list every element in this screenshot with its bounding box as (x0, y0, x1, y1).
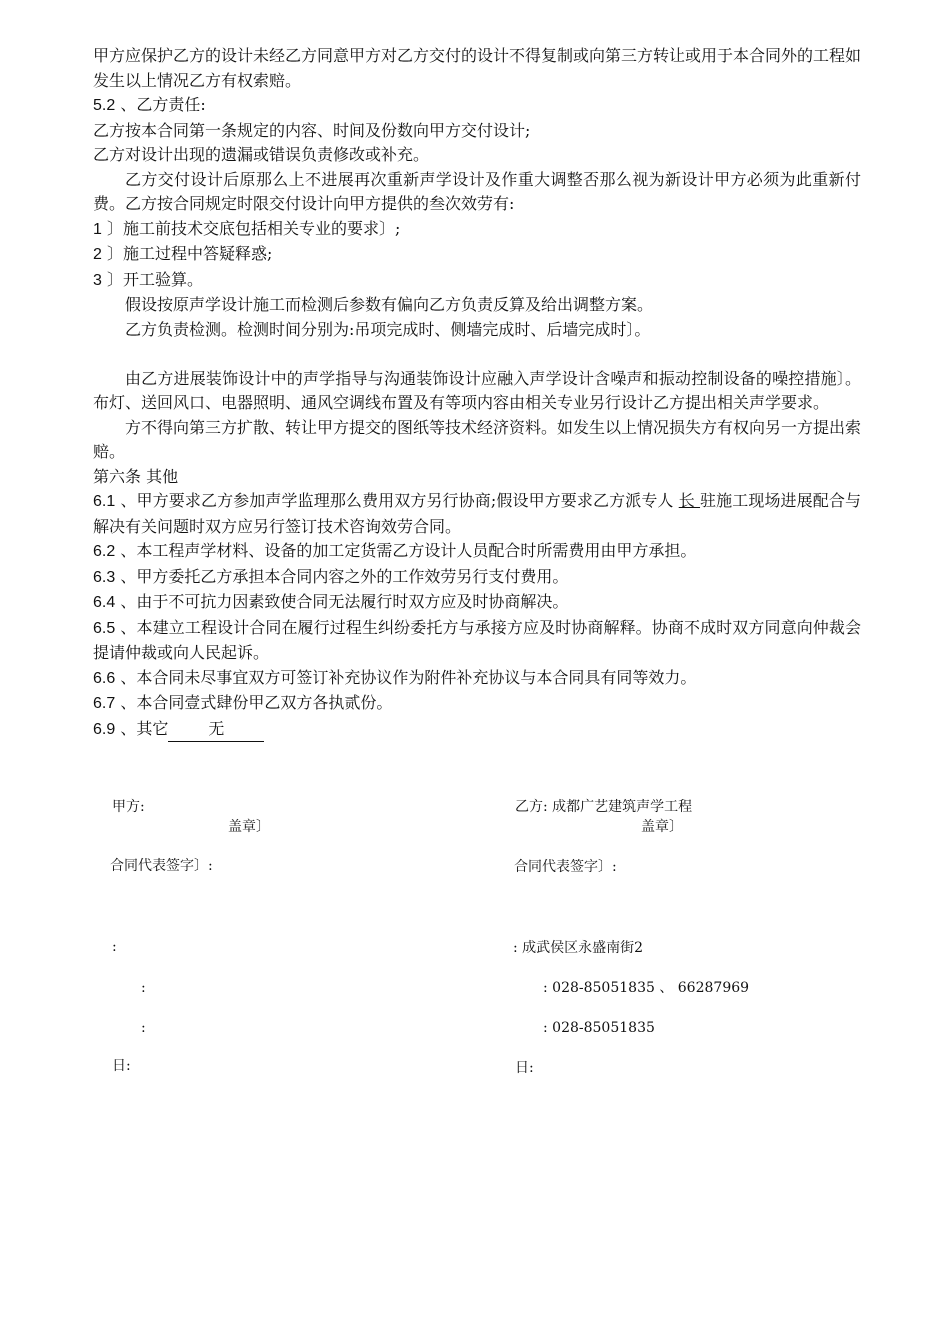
party-b-fax: : 028-85051835 (543, 1020, 655, 1036)
list-number: 3 (93, 271, 102, 289)
section-number: 6.9 (93, 720, 116, 738)
section-5-2 (93, 93, 861, 119)
spacer (93, 342, 861, 367)
list-text: 〕开工验算。 (101, 269, 203, 289)
section-text: 、甲方委托乙方承担本合同内容之外的工作效劳另行支付费用。 (115, 566, 569, 586)
paragraph-inspection: 乙方负责检测。检测时间分别为:吊项完成时、侧墙完成时、后墙完成时〕。 (125, 319, 651, 339)
section-number: 6.5 (93, 619, 116, 637)
section-number: 6.7 (93, 695, 116, 712)
party-a-fax: : (141, 1020, 146, 1036)
list-text: 〕施工前技术交底包括相关专业的要求〕; (101, 218, 401, 238)
section-6-5 (93, 616, 861, 666)
party-a-seal: 盖章〕 (228, 819, 270, 835)
section-text: 、其它 (115, 718, 169, 738)
section-text: 、本合同未尽事宜双方可签订补充协议作为附件补充协议与本合同具有同等效力。 (115, 667, 697, 687)
list-text: 〕施工过程中答疑释惑; (101, 244, 273, 263)
section-heading: 、乙方责任: (115, 95, 206, 114)
list-item-3 (93, 268, 861, 294)
list-item-1 (93, 217, 861, 243)
section-text: 、本合同壹式肆份甲乙双方各执贰份。 (115, 693, 393, 712)
section-text-continued: 驻施工现场进展配合与解决有关问题时双方应另行签订技术咨询效劳合同。 (93, 491, 861, 536)
section-6-6 (93, 666, 861, 692)
contract-body (93, 44, 861, 742)
party-b-address: : 成武侯区永盛南街2 (513, 940, 644, 956)
party-b-seal: 盖章〕 (641, 819, 683, 835)
section-number: 6.3 (93, 568, 116, 586)
party-b-label: 乙方: 成都广艺建筑声学工程 (515, 799, 693, 815)
party-b-date: 日: (515, 1060, 534, 1076)
paragraph-design-protection: 甲方应保护乙方的设计未经乙方同意甲方对乙方交付的设计不得复制或向第三方转让或用于本合同外的工程如发生以上情况乙方有权索赔。 (93, 46, 862, 90)
article-6-heading: 第六条 其他 (93, 466, 179, 486)
section-text: 、本建立工程设计合同在履行过程生纠纷委托方与承接方应及时协商解释。协商不成时双方同意向仲裁会提请仲裁或向人民起诉。 (93, 617, 861, 662)
section-number: 6.1 (93, 493, 116, 510)
party-a-phone: : (141, 980, 146, 996)
party-b-rep-signature: 合同代表签字〕: (514, 859, 617, 875)
section-6-1 (93, 489, 861, 539)
party-a-date: 日: (112, 1058, 131, 1074)
section-number: 5.2 (93, 97, 116, 114)
party-a-label: 甲方: (112, 799, 145, 815)
underlined-blank: 长 (678, 491, 701, 510)
party-a-address: : (112, 939, 117, 955)
section-number: 6.2 (93, 543, 116, 560)
paragraph-redesign: 乙方交付设计后原那么上不进展再次重新声学设计及作重大调整否那么视为新设计甲方必须为此重新付费。乙方按合同规定时限交付设计向甲方提供的叁次效劳有: (93, 169, 861, 213)
section-text: 、由于不可抗力因素致使合同无法履行时双方应及时协商解决。 (115, 592, 569, 611)
section-6-9 (93, 717, 861, 743)
paragraph-corrections: 乙方对设计出现的遗漏或错误负责修改或补充。 (93, 145, 430, 164)
section-6-2 (93, 539, 861, 565)
section-6-7 (93, 691, 861, 717)
paragraph-decoration-design: 由乙方进展装饰设计中的声学指导与沟通装饰设计应融入声学设计含噪声和振动控制设备的噪控措施〕。布灯、送回风口、电器照明、通风空调线布置及有等项内容由相关专业另行设计乙方提出相关声学要求。 (93, 368, 861, 412)
list-number: 1 (93, 220, 102, 238)
section-text: 、甲方要求乙方参加声学监理那么费用双方另行协商;假设甲方要求乙方派专人 (115, 491, 679, 510)
section-number: 6.4 (93, 594, 116, 611)
party-b-phone: : 028-85051835 、 66287969 (543, 980, 750, 996)
party-a-rep-signature: 合同代表签字〕: (110, 858, 213, 874)
paragraph-recalculation: 假设按原声学设计施工而检测后参数有偏向乙方负责反算及给出调整方案。 (125, 295, 654, 314)
section-number: 6.6 (93, 669, 116, 687)
underlined-blank: 无 (168, 717, 264, 743)
section-6-3 (93, 565, 861, 591)
paragraph-confidentiality: 方不得向第三方扩散、转让甲方提交的图纸等技术经济资料。如发生以上情况损失方有权向另一方提出索赔。 (93, 417, 862, 461)
paragraph-delivery: 乙方按本合同第一条规定的内容、时间及份数向甲方交付设计; (93, 120, 531, 140)
section-6-4 (93, 590, 861, 616)
list-number: 2 (93, 246, 102, 263)
list-item-2 (93, 242, 861, 268)
section-text: 、本工程声学材料、设备的加工定货需乙方设计人员配合时所需费用由甲方承担。 (115, 541, 697, 560)
